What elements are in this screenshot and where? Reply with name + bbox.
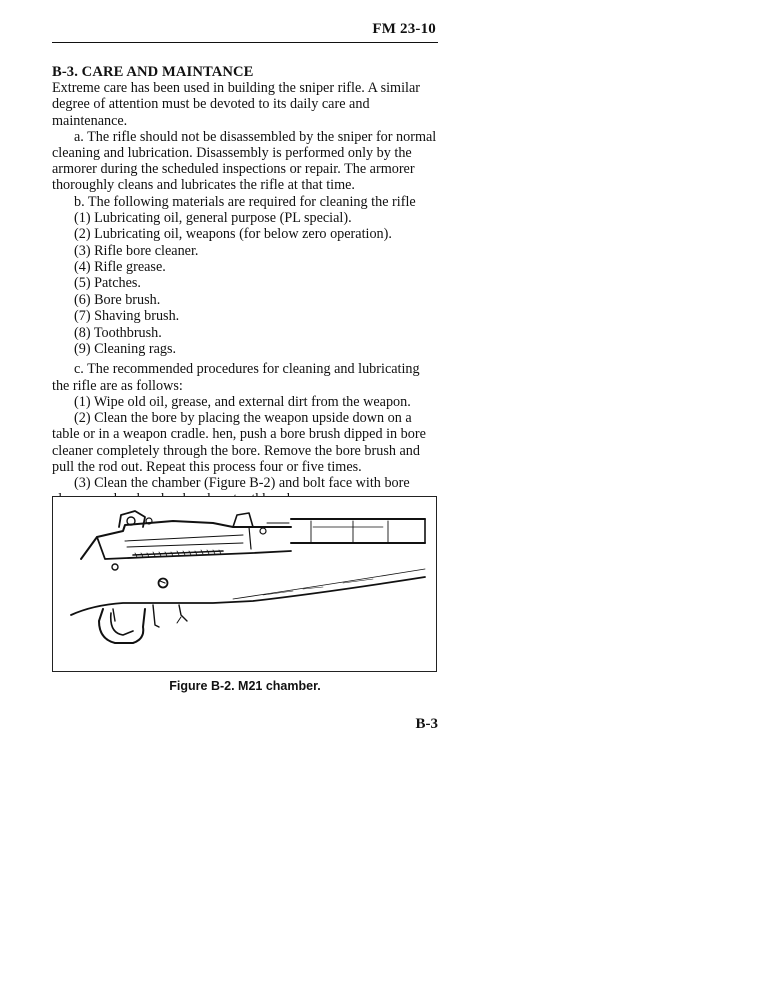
materials-list (52, 210, 438, 358)
list-item: (7) Shaving brush. (74, 308, 180, 325)
list-item: (1) Lubricating oil, general purpose (PL special). (74, 209, 352, 226)
list-item: (4) Rifle grease. (74, 259, 166, 276)
document-id: FM 23-10 (372, 21, 436, 37)
intro-paragraph: Extreme care has been used in building the sniper rifle. A similar degree of attention must be devoted to its daily care and maintenance. (52, 80, 420, 129)
list-item: (5) Patches. (74, 275, 141, 292)
list-item: (8) Toothbrush. (74, 324, 162, 341)
figure-m21-chamber (52, 496, 437, 672)
step-3: (3) Clean the chamber (Figure B-2) and bolt face with bore (74, 474, 410, 491)
list-item: (6) Bore brush. (74, 291, 161, 308)
list-item: (3) Rifle bore cleaner. (74, 242, 199, 259)
rifle-illustration (53, 497, 438, 673)
step-2: (2) Clean the bore by placing the weapon upside down on a table or in a weapon cradle. hen, push a bore brush dipped in bore cleaner completely through the bore. Remove the bore brush and pull the rod out. Repeat this process four or five times. (52, 410, 426, 475)
list-item: (2) Lubricating oil, weapons (for below zero operation). (74, 226, 392, 243)
paragraph-a: a. The rifle should not be disassembled by the sniper for normal cleaning and lubrication. Disassembly is performed only by the armorer during the scheduled inspections or repair. The armorer thoroughly cleans and lubricates the rifle at that time. (52, 128, 437, 194)
paragraph-c: c. The recommended procedures for cleaning and lubricating the rifle are as follows: (52, 361, 420, 394)
figure-caption: Figure B-2. M21 chamber. (169, 679, 321, 693)
paragraph-b: b. The following materials are required for cleaning the rifle (74, 193, 416, 210)
section-title: B-3. CARE AND MAINTANCE (52, 64, 254, 80)
page-number: B-3 (415, 716, 438, 732)
section-b3 (52, 64, 438, 507)
step-1: (1) Wipe old oil, grease, and external dirt from the weapon. (74, 393, 411, 410)
page-header (52, 20, 438, 43)
list-item: (9) Cleaning rags. (74, 341, 177, 358)
